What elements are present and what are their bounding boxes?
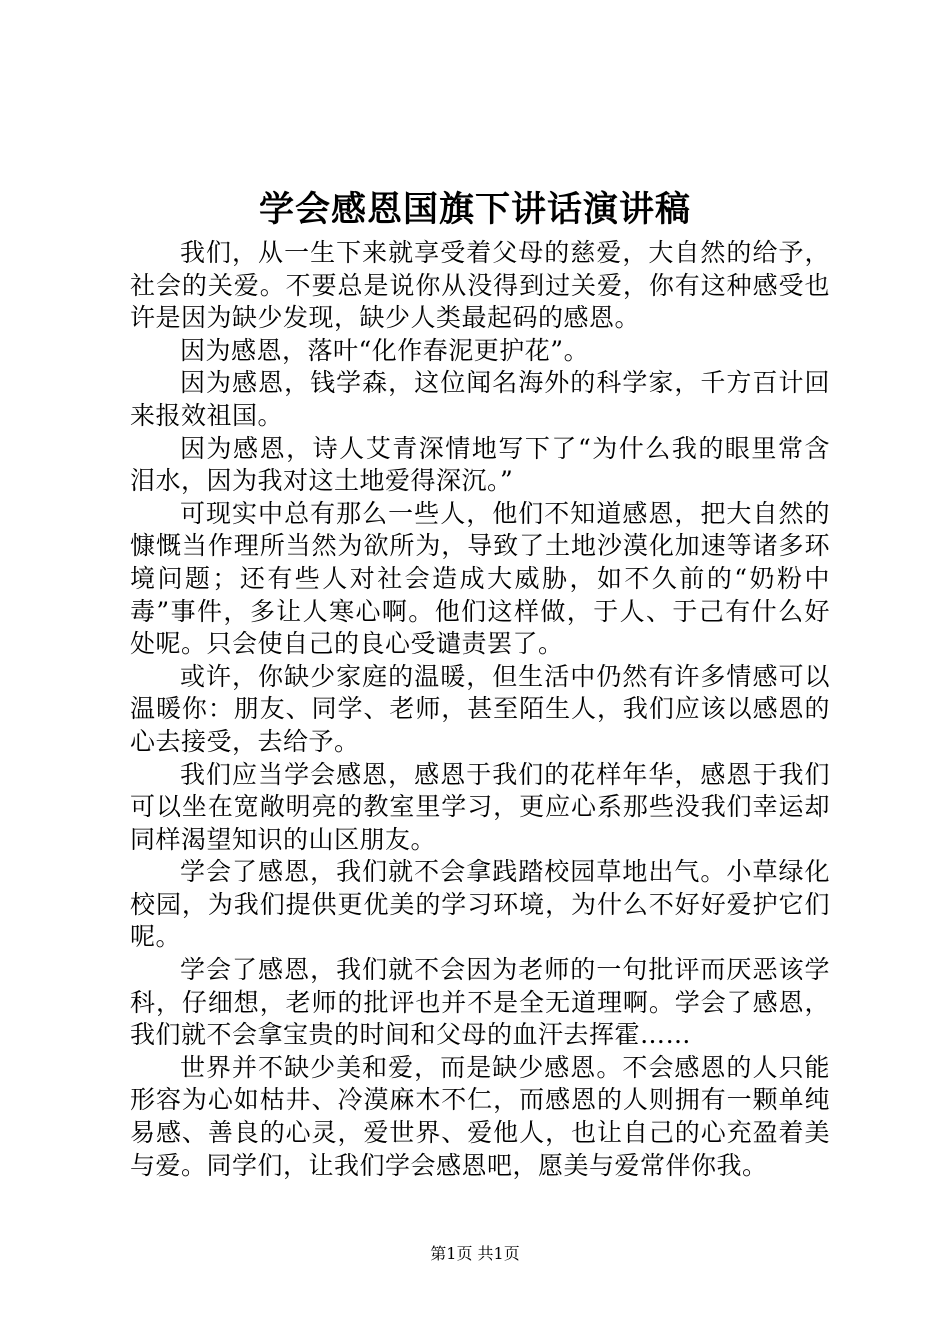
paragraph: 学会了感恩，我们就不会拿践踏校园草地出气。小草绿化校园，为我们提供更优美的学习环境，为什么不好好爱护它们呢。 xyxy=(130,857,830,952)
paragraph: 我们，从一生下来就享受着父母的慈爱，大自然的给予，社会的关爱。不要总是说你从没得到过关爱，你有这种感受也许是因为缺少发现，缺少人类最起码的感恩。 xyxy=(130,238,830,333)
page-number-footer: 第1页 共1页 xyxy=(430,1244,520,1263)
paragraph: 可现实中总有那么一些人，他们不知道感恩，把大自然的慷慨当作理所当然为欲所为，导致了土地沙漠化加速等诸多环境问题；还有些人对社会造成大威胁，如不久前的“奶粉中毒”事件，多让人寒心啊。他们这样做，于人、于己有什么好处呢。只会使自己的良心受谴责罢了。 xyxy=(130,498,830,659)
paragraph: 因为感恩，落叶“化作春泥更护花”。 xyxy=(180,335,590,365)
paragraph: 因为感恩，诗人艾青深情地写下了“为什么我的眼里常含泪水，因为我对这土地爱得深沉。” xyxy=(130,433,830,496)
paragraph: 我们应当学会感恩，感恩于我们的花样年华，感恩于我们可以坐在宽敞明亮的教室里学习，更应心系那些没我们幸运却同样渴望知识的山区朋友。 xyxy=(130,759,830,854)
paragraph: 或许，你缺少家庭的温暖，但生活中仍然有许多情感可以温暖你：朋友、同学、老师，甚至陌生人，我们应该以感恩的心去接受，去给予。 xyxy=(130,661,830,756)
document-body xyxy=(130,237,830,1182)
paragraph: 学会了感恩，我们就不会因为老师的一句批评而厌恶该学科，仔细想，老师的批评也并不是全无道理啊。学会了感恩，我们就不会拿宝贵的时间和父母的血汗去挥霍…… xyxy=(130,955,830,1050)
document-title: 学会感恩国旗下讲话演讲稿 xyxy=(258,189,691,230)
paragraph: 因为感恩，钱学森，这位闻名海外的科学家，千方百计回来报效祖国。 xyxy=(130,368,830,430)
paragraph: 世界并不缺少美和爱，而是缺少感恩。不会感恩的人只能形容为心如枯井、冷漠麻木不仁，而感恩的人则拥有一颗单纯易感、善良的心灵，爱世界、爱他人，也让自己的心充盈着美与爱。同学们，让我们学会感恩吧，愿美与爱常伴你我。 xyxy=(130,1052,830,1180)
